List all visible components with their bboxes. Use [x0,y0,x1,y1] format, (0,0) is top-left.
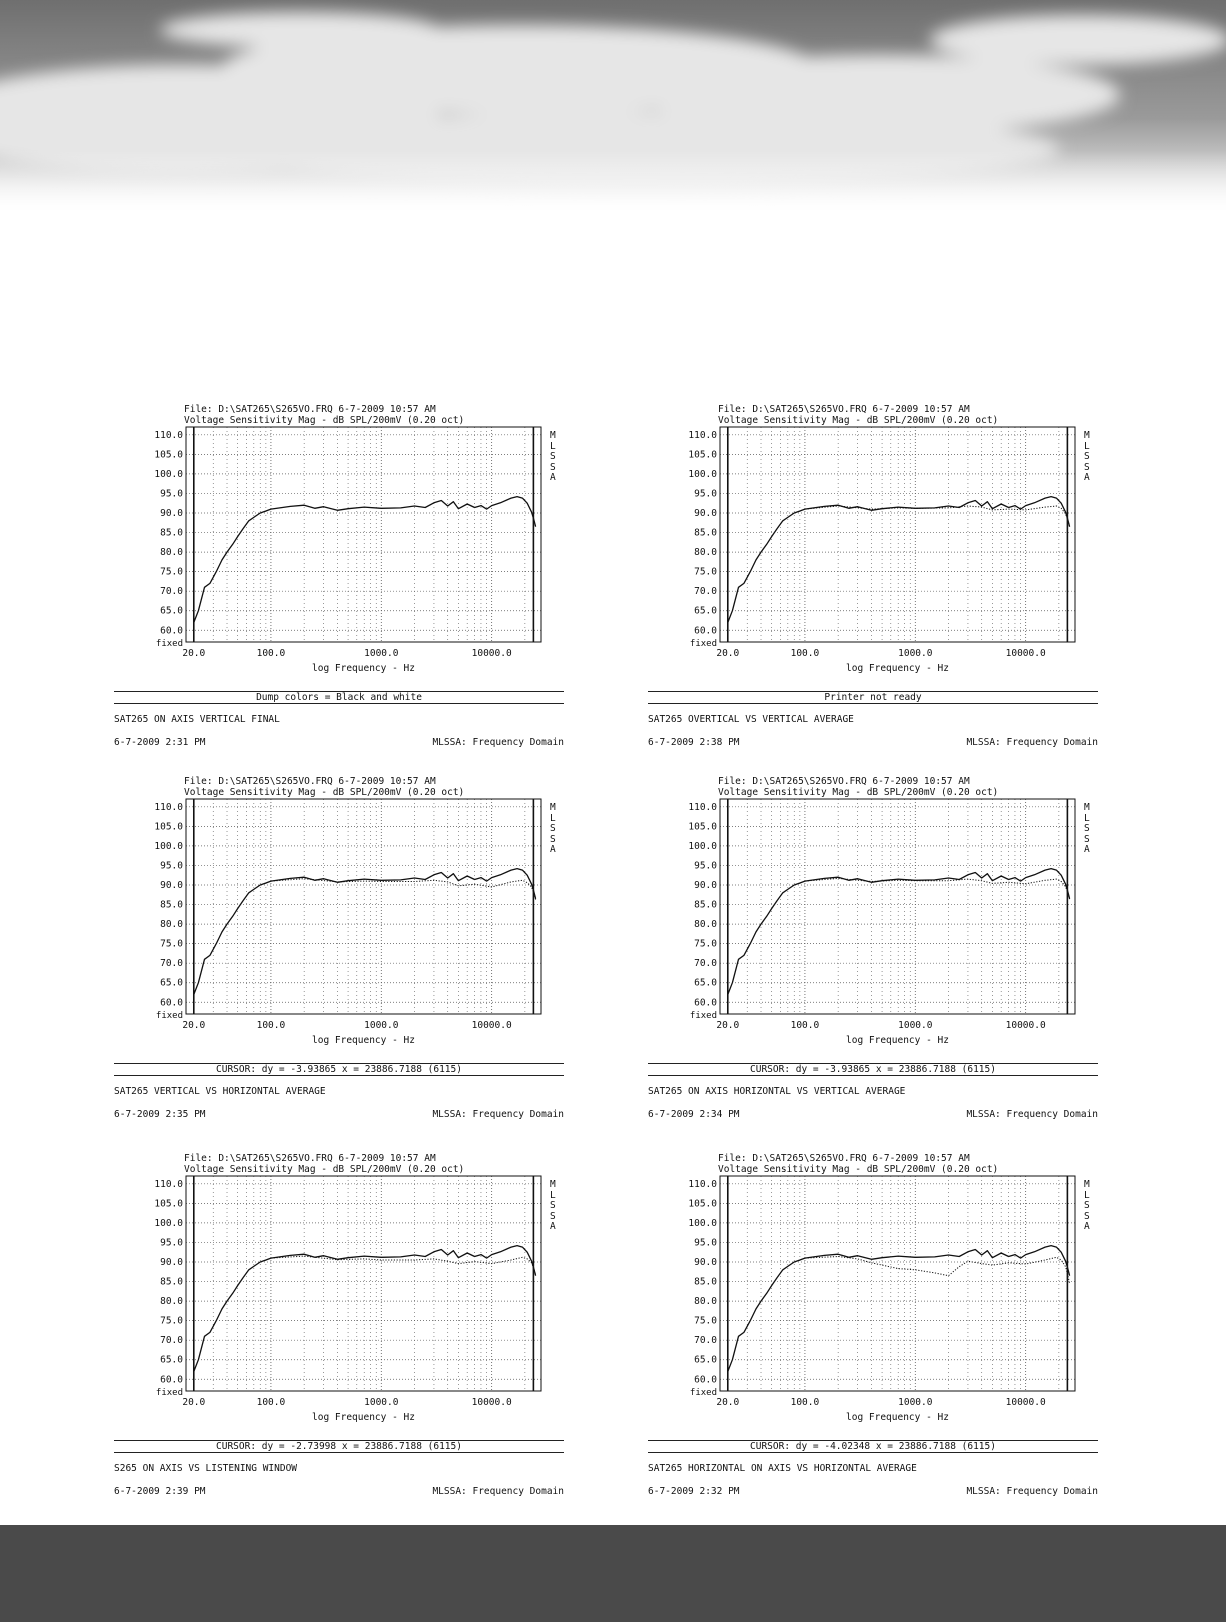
y-tick-label: 65.0 [694,977,717,989]
y-tick-label: 70.0 [160,958,183,970]
legend-letter: S [1084,461,1090,473]
y-tick-label: 65.0 [160,1354,183,1366]
y-tick-label: 80.0 [694,1296,717,1308]
x-tick-label: 10000.0 [471,648,512,659]
chart-file-header: File: D:\SAT265\S265VO.FRQ 6-7-2009 10:57 AM [184,1153,436,1164]
y-tick-label: 80.0 [160,547,183,559]
y-tick-label: 60.0 [160,997,183,1009]
legend-letter: L [550,812,556,824]
sky-banner [0,0,1226,215]
frequency-response-plot [114,404,564,694]
x-tick-label: 100.0 [790,1397,820,1408]
y-tick-label: 95.0 [160,1237,183,1249]
y-tick-label: 105.0 [154,821,183,833]
y-tick-label: 80.0 [694,919,717,931]
x-tick-label: 10000.0 [1005,1020,1046,1031]
series-line-solid [728,497,1070,623]
y-tick-label: 80.0 [160,1296,183,1308]
status-bar: Dump colors = Black and white [114,691,564,704]
y-tick-label: 65.0 [160,977,183,989]
legend-letters [550,431,556,484]
legend-letter: S [550,833,556,845]
legend-letter: M [550,1179,556,1190]
series-line-dotted [805,878,1070,899]
x-axis-label: log Frequency - Hz [312,663,415,674]
chart-panel-6 [648,1153,1098,1518]
y-tick-label: 90.0 [694,1257,717,1268]
status-bar: CURSOR: dy = -3.93865 x = 23886.7188 (6115) [114,1063,564,1076]
legend-letter: M [1084,802,1090,813]
x-axis-label: log Frequency - Hz [846,1035,949,1046]
legend-letter: A [1084,1221,1090,1232]
timestamp: 6-7-2009 2:31 PM [114,737,206,748]
chart-title: Voltage Sensitivity Mag - dB SPL/200mV (0.20 oct) [184,1164,465,1175]
y-tick-label: 100.0 [688,1217,717,1229]
series-line-solid [728,869,1070,995]
legend-letter: S [550,823,556,834]
y-axis-fixed-label: fixed [689,1388,717,1398]
y-tick-label: 110.0 [688,1178,717,1190]
y-tick-label: 100.0 [154,1217,183,1229]
x-tick-label: 100.0 [790,648,820,659]
legend-letter: M [550,802,556,813]
y-tick-label: 100.0 [154,840,183,852]
y-tick-label: 70.0 [694,1335,717,1347]
y-tick-label: 70.0 [694,586,717,598]
y-tick-label: 85.0 [160,527,183,539]
y-tick-label: 90.0 [694,508,717,519]
x-tick-label: 20.0 [716,648,740,659]
y-tick-label: 85.0 [160,1276,183,1288]
y-tick-label: 90.0 [160,508,183,519]
x-tick-label: 20.0 [182,1397,206,1408]
y-tick-label: 110.0 [154,801,183,813]
legend-letter: M [1084,430,1090,441]
y-tick-label: 105.0 [688,449,717,461]
series-line-solid [728,1246,1070,1372]
timestamp: 6-7-2009 2:32 PM [648,1486,740,1497]
legend-letters [550,1180,556,1233]
y-axis-fixed-label: fixed [155,1011,183,1021]
y-tick-label: 75.0 [160,938,183,950]
y-tick-label: 95.0 [160,488,183,500]
chart-file-header: File: D:\SAT265\S265VO.FRQ 6-7-2009 10:57 AM [184,776,436,787]
legend-letter: A [550,844,556,855]
y-tick-label: 60.0 [160,625,183,637]
footer-bar [0,1525,1226,1622]
chart-panel-5 [114,1153,564,1518]
series-line-solid [194,1246,536,1372]
y-tick-label: 85.0 [160,899,183,911]
x-axis-label: log Frequency - Hz [312,1035,415,1046]
legend-letter: A [550,1221,556,1232]
y-tick-label: 80.0 [160,919,183,931]
y-tick-label: 65.0 [160,605,183,617]
legend-letter: S [1084,1200,1090,1211]
x-tick-label: 100.0 [256,648,286,659]
analysis-mode-label: MLSSA: Frequency Domain [966,1486,1098,1497]
series-line-dotted [805,506,1070,527]
y-tick-label: 60.0 [694,1374,717,1386]
chart-file-header: File: D:\SAT265\S265VO.FRQ 6-7-2009 10:57 AM [718,776,970,787]
frequency-response-plot [114,1153,564,1443]
y-tick-label: 75.0 [694,938,717,950]
x-tick-label: 1000.0 [898,1397,933,1408]
legend-letter: L [1084,440,1090,452]
legend-letter: S [1084,833,1090,845]
y-tick-label: 110.0 [154,429,183,441]
chart-description: SAT265 HORIZONTAL ON AXIS VS HORIZONTAL AVERAGE [648,1463,917,1474]
y-axis-fixed-label: fixed [155,1388,183,1398]
legend-letter: A [550,472,556,483]
legend-letter: A [1084,844,1090,855]
timestamp: 6-7-2009 2:39 PM [114,1486,206,1497]
y-tick-label: 75.0 [694,566,717,578]
frequency-response-plot [648,776,1098,1066]
x-tick-label: 20.0 [182,648,206,659]
chart-panel-2 [648,404,1098,769]
legend-letter: L [1084,1189,1090,1201]
y-tick-label: 95.0 [694,1237,717,1249]
chart-description: SAT265 ON AXIS VERTICAL FINAL [114,714,280,725]
chart-file-header: File: D:\SAT265\S265VO.FRQ 6-7-2009 10:57 AM [718,404,970,415]
frequency-response-plot [648,404,1098,694]
y-tick-label: 80.0 [694,547,717,559]
y-tick-label: 85.0 [694,527,717,539]
legend-letter: S [550,461,556,473]
legend-letter: S [550,451,556,462]
y-tick-label: 100.0 [688,468,717,480]
x-tick-label: 1000.0 [364,1397,399,1408]
y-tick-label: 110.0 [688,801,717,813]
y-tick-label: 90.0 [160,1257,183,1268]
y-tick-label: 105.0 [688,1198,717,1210]
frequency-response-plot [114,776,564,1066]
series-line-dotted [805,1257,1070,1284]
y-tick-label: 100.0 [688,840,717,852]
y-tick-label: 95.0 [694,860,717,872]
y-tick-label: 95.0 [694,488,717,500]
x-tick-label: 20.0 [716,1020,740,1031]
analysis-mode-label: MLSSA: Frequency Domain [432,1486,564,1497]
chart-title: Voltage Sensitivity Mag - dB SPL/200mV (0.20 oct) [718,1164,999,1175]
legend-letter: M [550,430,556,441]
y-tick-label: 60.0 [694,997,717,1009]
y-tick-label: 100.0 [154,468,183,480]
legend-letter: S [1084,823,1090,834]
chart-panel-4 [648,776,1098,1141]
y-tick-label: 60.0 [160,1374,183,1386]
status-bar: Printer not ready [648,691,1098,704]
y-tick-label: 105.0 [154,1198,183,1210]
analysis-mode-label: MLSSA: Frequency Domain [966,737,1098,748]
y-tick-label: 105.0 [154,449,183,461]
chart-file-header: File: D:\SAT265\S265VO.FRQ 6-7-2009 10:57 AM [184,404,436,415]
status-bar: CURSOR: dy = -2.73998 x = 23886.7188 (6115) [114,1440,564,1453]
y-tick-label: 85.0 [694,1276,717,1288]
series-line-solid [194,497,536,623]
chart-title: Voltage Sensitivity Mag - dB SPL/200mV (0.20 oct) [718,787,999,798]
x-tick-label: 10000.0 [471,1020,512,1031]
x-tick-label: 1000.0 [364,648,399,659]
legend-letter: M [1084,1179,1090,1190]
x-axis-label: log Frequency - Hz [846,663,949,674]
y-tick-label: 75.0 [694,1315,717,1327]
x-tick-label: 100.0 [256,1397,286,1408]
y-axis-fixed-label: fixed [155,639,183,649]
chart-description: SAT265 VERTICAL VS HORIZONTAL AVERAGE [114,1086,326,1097]
legend-letter: S [1084,451,1090,462]
timestamp: 6-7-2009 2:38 PM [648,737,740,748]
x-tick-label: 1000.0 [898,1020,933,1031]
y-axis-fixed-label: fixed [689,639,717,649]
legend-letters [550,803,556,856]
y-tick-label: 85.0 [694,899,717,911]
x-tick-label: 10000.0 [1005,648,1046,659]
legend-letters [1084,803,1090,856]
x-tick-label: 100.0 [256,1020,286,1031]
chart-panel-3 [114,776,564,1141]
series-line-dotted [271,879,536,900]
legend-letter: S [550,1200,556,1211]
legend-letter: S [550,1210,556,1222]
y-tick-label: 70.0 [160,586,183,598]
chart-title: Voltage Sensitivity Mag - dB SPL/200mV (0.20 oct) [184,415,465,426]
series-line-dotted [271,1256,536,1274]
y-tick-label: 90.0 [160,880,183,891]
y-tick-label: 75.0 [160,1315,183,1327]
y-tick-label: 110.0 [688,429,717,441]
x-tick-label: 100.0 [790,1020,820,1031]
y-axis-fixed-label: fixed [689,1011,717,1021]
x-tick-label: 10000.0 [471,1397,512,1408]
x-axis-label: log Frequency - Hz [846,1412,949,1423]
y-tick-label: 70.0 [694,958,717,970]
y-tick-label: 70.0 [160,1335,183,1347]
timestamp: 6-7-2009 2:34 PM [648,1109,740,1120]
x-tick-label: 1000.0 [364,1020,399,1031]
y-tick-label: 65.0 [694,1354,717,1366]
legend-letter: L [550,440,556,452]
x-tick-label: 20.0 [716,1397,740,1408]
y-tick-label: 65.0 [694,605,717,617]
chart-description: SAT265 ON AXIS HORIZONTAL VS VERTICAL AVERAGE [648,1086,906,1097]
y-tick-label: 110.0 [154,1178,183,1190]
timestamp: 6-7-2009 2:35 PM [114,1109,206,1120]
legend-letter: L [550,1189,556,1201]
chart-description: SAT265 OVERTICAL VS VERTICAL AVERAGE [648,714,854,725]
legend-letter: S [1084,1210,1090,1222]
y-tick-label: 95.0 [160,860,183,872]
chart-title: Voltage Sensitivity Mag - dB SPL/200mV (0.20 oct) [184,787,465,798]
status-bar: CURSOR: dy = -3.93865 x = 23886.7188 (6115) [648,1063,1098,1076]
chart-file-header: File: D:\SAT265\S265VO.FRQ 6-7-2009 10:57 AM [718,1153,970,1164]
y-tick-label: 60.0 [694,625,717,637]
legend-letters [1084,431,1090,484]
legend-letters [1084,1180,1090,1233]
frequency-response-plot [648,1153,1098,1443]
analysis-mode-label: MLSSA: Frequency Domain [432,737,564,748]
x-tick-label: 1000.0 [898,648,933,659]
y-tick-label: 90.0 [694,880,717,891]
x-tick-label: 10000.0 [1005,1397,1046,1408]
y-tick-label: 105.0 [688,821,717,833]
chart-title: Voltage Sensitivity Mag - dB SPL/200mV (0.20 oct) [718,415,999,426]
chart-panel-1 [114,404,564,769]
x-tick-label: 20.0 [182,1020,206,1031]
analysis-mode-label: MLSSA: Frequency Domain [966,1109,1098,1120]
legend-letter: A [1084,472,1090,483]
x-axis-label: log Frequency - Hz [312,1412,415,1423]
series-line-solid [194,869,536,995]
analysis-mode-label: MLSSA: Frequency Domain [432,1109,564,1120]
status-bar: CURSOR: dy = -4.02348 x = 23886.7188 (6115) [648,1440,1098,1453]
legend-letter: L [1084,812,1090,824]
chart-description: S265 ON AXIS VS LISTENING WINDOW [114,1463,298,1474]
y-tick-label: 75.0 [160,566,183,578]
